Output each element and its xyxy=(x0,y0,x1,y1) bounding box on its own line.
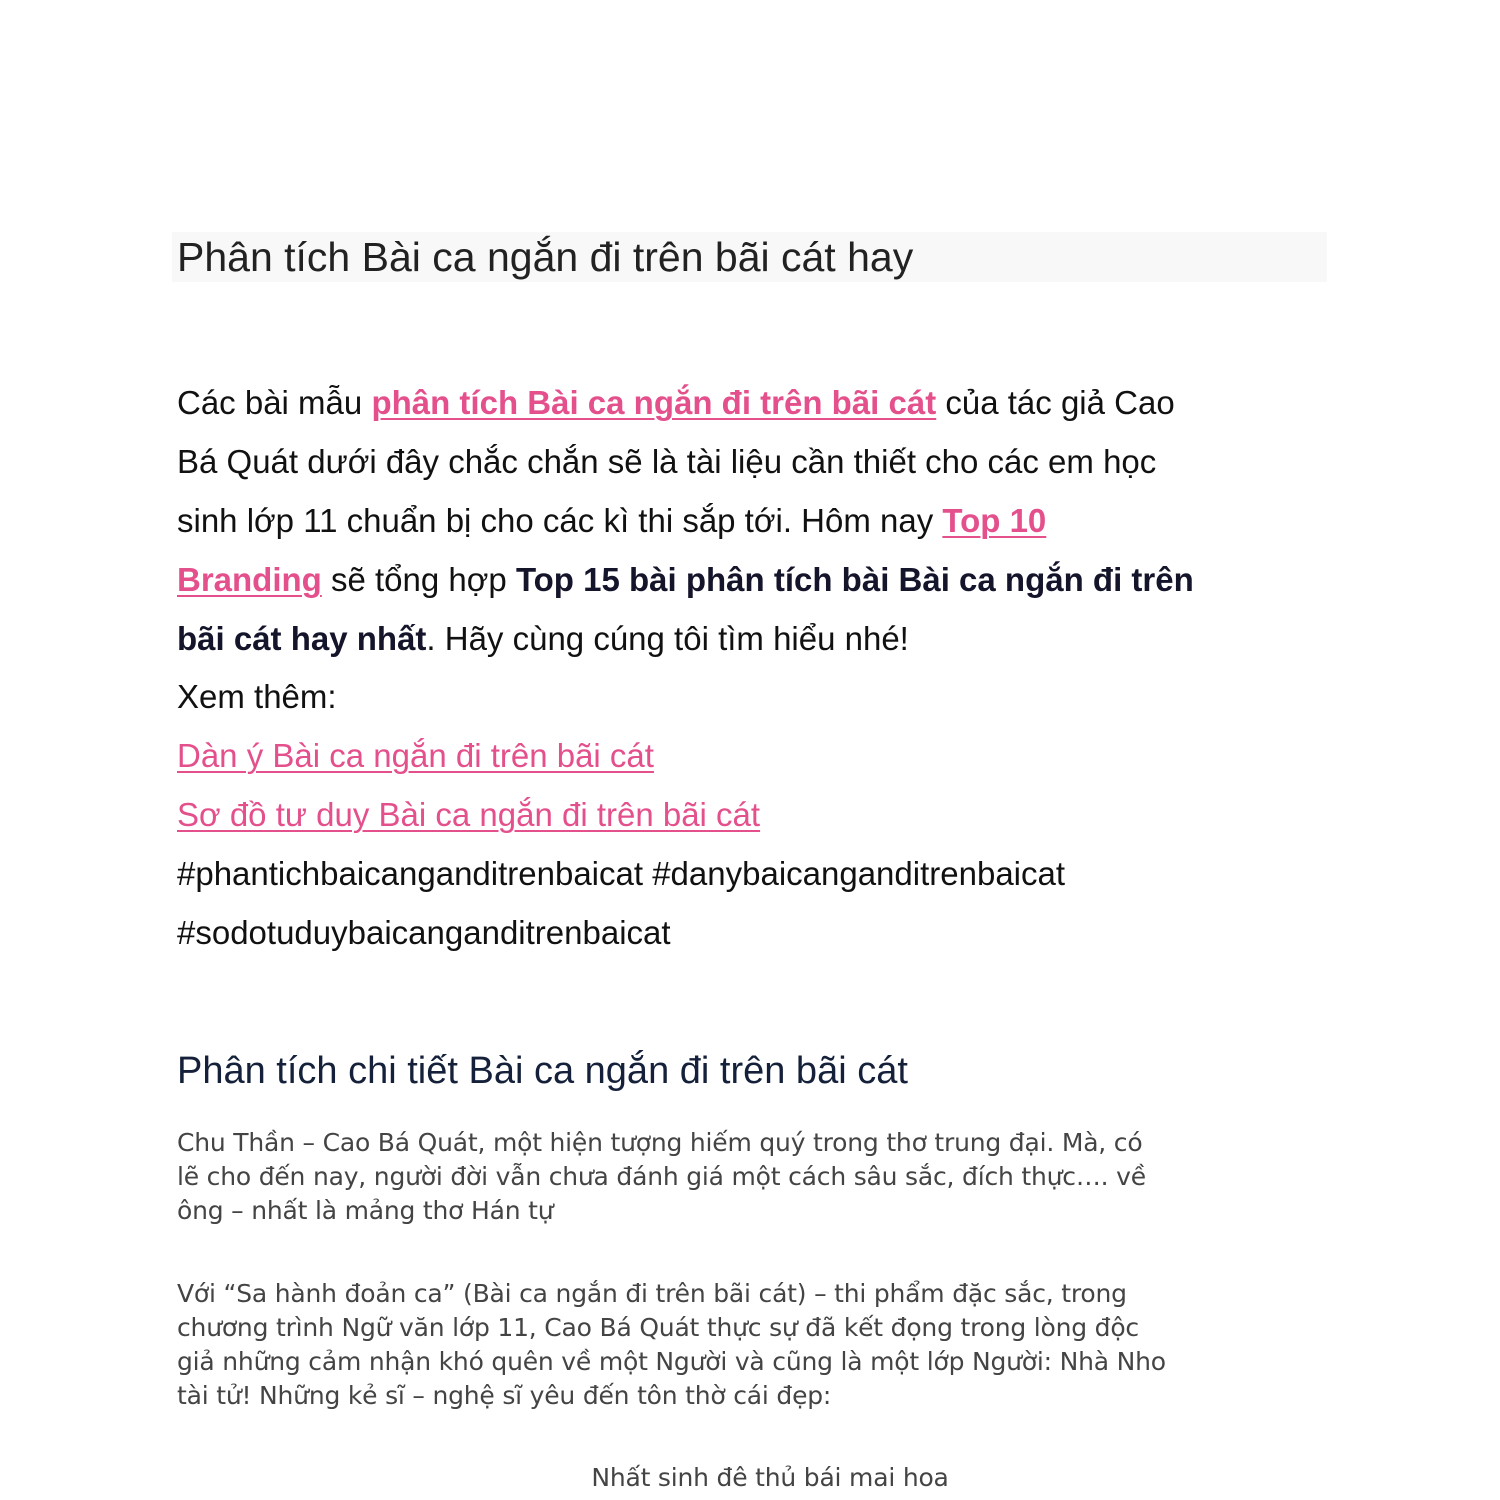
see-more-label: Xem thêm: xyxy=(177,678,337,715)
text: sẽ tổng hợp xyxy=(321,561,516,598)
intro-line-5 xyxy=(177,619,909,659)
link-so-do-tu-duy[interactable]: Sơ đồ tư duy Bài ca ngắn đi trên bãi cát xyxy=(177,796,761,833)
text: . Hãy cùng cúng tôi tìm hiểu nhé! xyxy=(426,620,909,657)
link-top10-branding-cont[interactable]: Branding xyxy=(177,561,322,598)
bold-text: bãi cát hay nhất xyxy=(177,620,427,657)
section-heading: Phân tích chi tiết Bài ca ngắn đi trên bãi cát xyxy=(177,1050,908,1092)
page-title: Phân tích Bài ca ngắn đi trên bãi cát hay xyxy=(177,234,914,280)
para1-line: Chu Thần – Cao Bá Quát, một hiện tượng hiếm quý trong thơ trung đại. Mà, có xyxy=(177,1128,1143,1157)
bold-text: Top 15 bài phân tích bài Bài ca ngắn đi trên xyxy=(515,561,1194,598)
intro-line-3 xyxy=(177,501,1046,541)
para2-line: tài tử! Những kẻ sĩ – nghệ sĩ yêu đến tôn thờ cái đẹp: xyxy=(177,1381,832,1410)
link-dan-y[interactable]: Dàn ý Bài ca ngắn đi trên bãi cát xyxy=(177,737,654,774)
intro-line-2: Bá Quát dưới đây chắc chắn sẽ là tài liệu cần thiết cho các em học xyxy=(177,443,1157,480)
para2-line: giả những cảm nhận khó quên về một Người và cũng là một lớp Người: Nhà Nho xyxy=(177,1347,1166,1376)
para1-line: lẽ cho đến nay, người đời vẫn chưa đánh giá một cách sâu sắc, đích thực…. về xyxy=(177,1162,1146,1191)
verse-line: Nhất sinh đê thủ bái mai hoa xyxy=(591,1463,949,1492)
intro-line-4 xyxy=(177,560,1194,600)
link-phan-tich[interactable]: phân tích Bài ca ngắn đi trên bãi cát xyxy=(371,384,937,421)
para2-line: Với “Sa hành đoản ca” (Bài ca ngắn đi trên bãi cát) – thi phẩm đặc sắc, trong xyxy=(177,1279,1127,1308)
text: sinh lớp 11 chuẩn bị cho các kì thi sắp tới. Hôm nay xyxy=(177,502,943,539)
intro-line-1 xyxy=(177,383,1175,423)
para1-line: ông – nhất là mảng thơ Hán tự xyxy=(177,1196,554,1225)
link-top10-branding[interactable]: Top 10 xyxy=(942,502,1047,539)
hashtags-line-2: #sodotuduybaicanganditrenbaicat xyxy=(177,914,671,951)
text: của tác giả Cao xyxy=(936,384,1175,421)
para2-line: chương trình Ngữ văn lớp 11, Cao Bá Quát thực sự đã kết đọng trong lòng độc xyxy=(177,1313,1139,1342)
hashtags-line-1: #phantichbaicanganditrenbaicat #danybaicanganditrenbaicat xyxy=(177,855,1066,892)
text: Các bài mẫu xyxy=(177,384,372,421)
